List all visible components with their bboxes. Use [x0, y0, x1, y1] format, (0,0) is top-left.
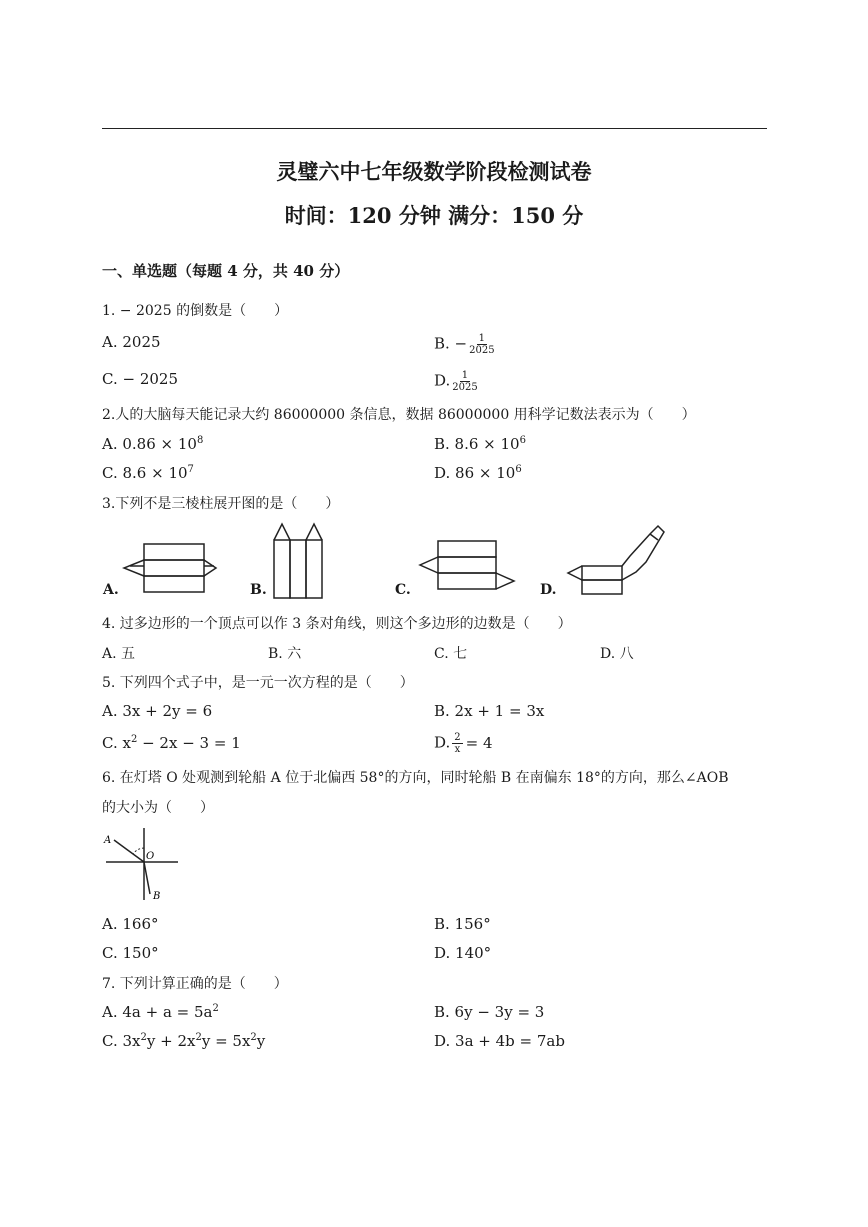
header-rule — [102, 128, 767, 129]
q2-option-d-base: D. 86 × 10 — [434, 464, 516, 482]
q6-option-a: A. 166° — [102, 915, 159, 933]
q1-option-c: C. − 2025 — [102, 370, 178, 388]
q6-compass-figure — [100, 826, 182, 902]
q7-option-c-part-3: y = 5x — [201, 1032, 251, 1050]
q1-option-b-denominator: 2025 — [469, 345, 495, 356]
page-subtitle: 时间：120 分钟 满分：150 分 — [284, 203, 584, 228]
q7-option-c-part-1: C. 3x — [102, 1032, 141, 1050]
section-heading: 一、单选题（每题 4 分，共 40 分） — [102, 262, 350, 280]
q1-option-d-fraction — [452, 370, 477, 393]
q5-option-c-base: C. x — [102, 734, 131, 752]
q2-option-c — [102, 464, 194, 482]
question-5-stem: 5. 下列四个式子中，是一元一次方程的是（ ） — [102, 675, 414, 691]
page-title: 灵璧六中七年级数学阶段检测试卷 — [276, 159, 592, 184]
q3-figure-a — [124, 544, 216, 592]
q4-option-a: A. 五 — [102, 646, 136, 662]
q3-label-c: C. — [395, 582, 411, 598]
q6-option-b: B. 156° — [434, 915, 491, 933]
q1-option-d-prefix: D. — [434, 371, 451, 390]
q3-figures — [110, 520, 730, 605]
question-1-stem: 1. − 2025 的倒数是（ ） — [102, 303, 289, 319]
q5-option-d-numerator: 2 — [454, 732, 461, 743]
q6-option-c: C. 150° — [102, 944, 159, 962]
q2-option-a-exponent: 8 — [196, 435, 204, 446]
q3-figure-d — [568, 526, 664, 594]
q1-option-b-numerator: 1 — [478, 333, 486, 344]
q4-option-c: C. 七 — [434, 646, 468, 662]
q5-option-d-rest: = 4 — [465, 733, 493, 752]
q3-label-d: D. — [540, 582, 557, 598]
q3-label-a: A. — [103, 582, 119, 598]
q2-option-d — [434, 464, 522, 482]
q3-figure-b — [274, 524, 322, 598]
q4-option-b: B. 六 — [268, 646, 302, 662]
question-4-stem: 4. 过多边形的一个顶点可以作 3 条对角线，则这个多边形的边数是（ ） — [102, 616, 572, 632]
q5-option-d-fraction — [452, 732, 462, 755]
q2-option-d-exponent: 6 — [515, 464, 522, 475]
q5-option-c-rest: − 2x − 3 = 1 — [137, 734, 241, 752]
q6-option-d: D. 140° — [434, 944, 492, 962]
q2-option-c-exponent: 7 — [187, 464, 194, 475]
question-6-stem-line-1: 6. 在灯塔 O 处观测到轮船 A 位于北偏西 58°的方向，同时轮船 B 在南偏东 18°的方向，那么∠AOB — [102, 770, 729, 786]
q7-option-c-exponent-3: 2 — [250, 1032, 257, 1043]
q7-option-a-exponent: 2 — [212, 1003, 219, 1014]
q5-option-c-exponent: 2 — [130, 734, 138, 745]
question-3-stem: 3.下列不是三棱柱展开图的是（ ） — [102, 496, 340, 512]
q5-option-d — [434, 732, 493, 755]
q1-option-b-fraction — [469, 333, 494, 356]
q5-option-d-denominator: x — [454, 744, 461, 755]
q2-option-a-base: A. 0.86 × 10 — [102, 435, 197, 453]
q2-option-b-exponent: 6 — [519, 435, 526, 446]
question-7-stem: 7. 下列计算正确的是（ ） — [102, 976, 288, 992]
q1-option-d-denominator: 2025 — [452, 382, 478, 393]
q7-option-c — [102, 1032, 265, 1050]
q7-option-a — [102, 1003, 219, 1021]
q7-option-d: D. 3a + 4b = 7ab — [434, 1032, 565, 1050]
q1-option-b-prefix: B. − — [434, 334, 468, 353]
q7-option-c-part-4: y — [256, 1032, 266, 1050]
q2-option-b — [434, 435, 526, 453]
q7-option-a-base: A. 4a + a = 5a — [102, 1003, 213, 1021]
q7-option-b: B. 6y − 3y = 3 — [434, 1003, 545, 1021]
q2-option-a — [102, 435, 203, 453]
q7-option-c-part-2: y + 2x — [146, 1032, 196, 1050]
q1-option-d-numerator: 1 — [461, 370, 469, 381]
q6-label-a: A — [104, 835, 112, 846]
q1-option-a: A. 2025 — [102, 333, 161, 351]
q5-option-b: B. 2x + 1 = 3x — [434, 702, 545, 720]
q3-figure-c — [420, 541, 514, 589]
q3-label-b: B. — [250, 582, 267, 598]
q6-label-o: O — [146, 851, 155, 862]
q5-option-c — [102, 734, 241, 752]
q7-option-c-exponent-2: 2 — [195, 1032, 202, 1043]
q1-option-d — [434, 370, 478, 393]
q7-option-c-exponent-1: 2 — [140, 1032, 147, 1043]
question-2-stem: 2.人的大脑每天能记录大约 86000000 条信息，数据 86000000 用科学记数法表示为（ ） — [102, 407, 696, 423]
q5-option-d-prefix: D. — [434, 733, 451, 752]
q4-option-d: D. 八 — [600, 646, 634, 662]
q2-option-c-base: C. 8.6 × 10 — [102, 464, 188, 482]
q2-option-b-base: B. 8.6 × 10 — [434, 435, 520, 453]
q6-label-b: B — [153, 891, 161, 902]
question-6-stem-line-2: 的大小为（ ） — [102, 800, 214, 816]
q5-option-a: A. 3x + 2y = 6 — [102, 702, 213, 720]
q1-option-b — [434, 333, 495, 356]
